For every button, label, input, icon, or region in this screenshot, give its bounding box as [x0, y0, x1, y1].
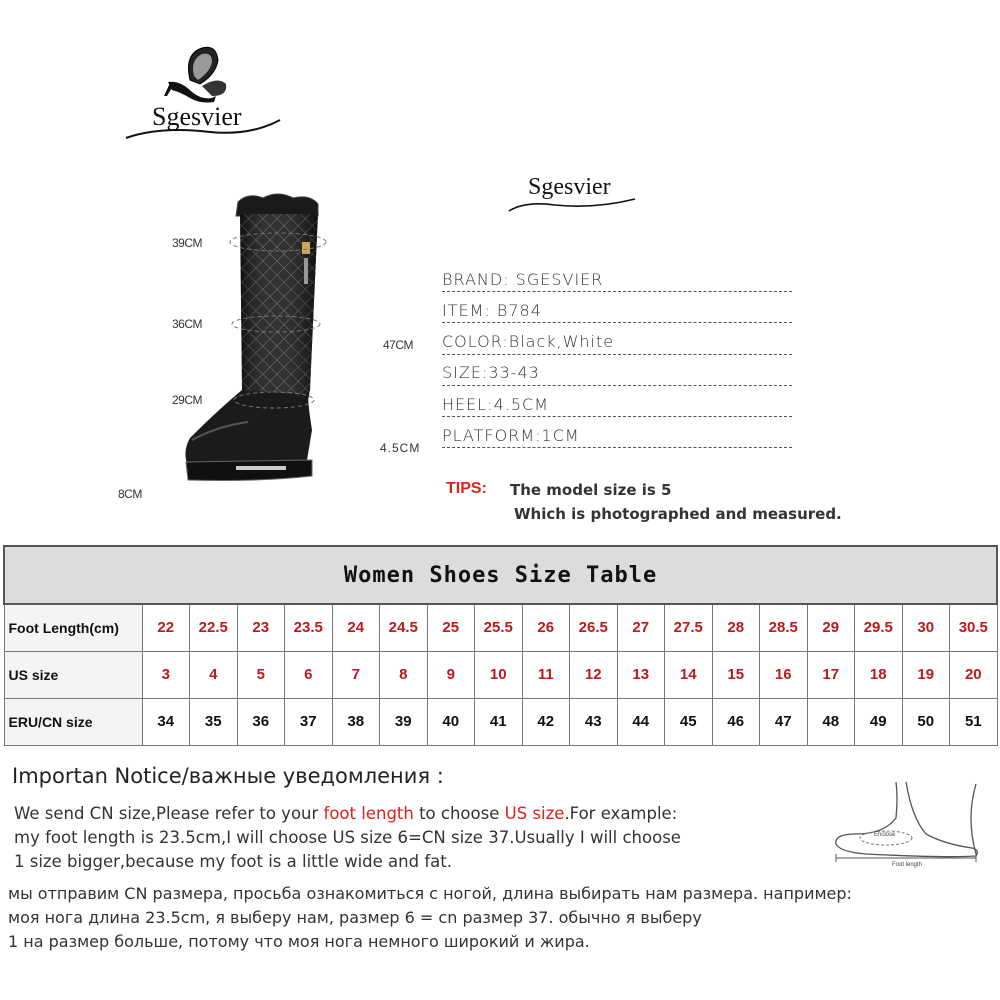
notice-en-line-3: 1 size bigger,because my foot is a little wide and fat.	[14, 852, 452, 871]
size-cell: 26	[522, 604, 570, 651]
size-cell: 29.5	[855, 604, 903, 651]
size-cell: 39	[380, 698, 428, 745]
notice-title: Importan Notice/важные уведомления :	[12, 764, 444, 788]
notice-en-line-2: my foot length is 23.5cm,I will choose US size 6=CN size 37.Usually I will choose	[14, 828, 681, 847]
notice-ru-line-1: мы отправим CN размера, просьба ознакомиться с ногой, длина выбирать нам размера. например:	[8, 884, 852, 903]
size-cell: 41	[475, 698, 523, 745]
notice-ru-line-3: 1 на размер больше, потому что моя нога немного широкий и жира.	[8, 932, 590, 951]
size-cell: 28.5	[760, 604, 808, 651]
size-cell: 30	[902, 604, 950, 651]
size-cell: 37	[285, 698, 333, 745]
spec-divider	[442, 354, 792, 355]
measure-shaft-height: 47CM	[383, 338, 414, 352]
size-cell: 10	[475, 651, 523, 698]
size-cell: 47	[760, 698, 808, 745]
size-cell: 29	[807, 604, 855, 651]
size-cell: 35	[190, 698, 238, 745]
logo-swoosh-icon	[505, 195, 640, 215]
size-cell: 18	[855, 651, 903, 698]
notice-ru-line-2: моя нога длина 23.5cm, я выберу нам, размер 6 = cn размер 37. обычно я выберу	[8, 908, 702, 927]
foot-length-label: Foot length	[892, 862, 923, 868]
measure-calf-top: 39CM	[172, 236, 203, 250]
size-cell: 24	[332, 604, 380, 651]
size-cell: 36	[237, 698, 285, 745]
size-cell: 25	[427, 604, 475, 651]
spec-divider	[442, 385, 792, 386]
size-cell: 44	[617, 698, 665, 745]
row-header-cn-size: ERU/CN size	[4, 698, 142, 745]
highlight-foot-length: foot length	[323, 804, 414, 823]
table-row	[4, 651, 997, 698]
size-cell: 34	[142, 698, 190, 745]
table-row	[4, 604, 997, 651]
size-cell: 27.5	[665, 604, 713, 651]
measure-calf-mid: 36CM	[172, 317, 203, 331]
spec-item: ITEM: B784	[442, 301, 542, 320]
size-cell: 6	[285, 651, 333, 698]
size-cell: 40	[427, 698, 475, 745]
size-cell: 38	[332, 698, 380, 745]
size-cell: 12	[570, 651, 618, 698]
size-cell: 28	[712, 604, 760, 651]
size-cell: 23	[237, 604, 285, 651]
size-cell: 46	[712, 698, 760, 745]
size-cell: 30.5	[950, 604, 998, 651]
size-cell: 23.5	[285, 604, 333, 651]
size-cell: 22	[142, 604, 190, 651]
spec-divider	[442, 416, 792, 417]
spec-platform: PLATFORM:1CM	[442, 426, 580, 445]
size-cell: 9	[427, 651, 475, 698]
size-cell: 49	[855, 698, 903, 745]
brand-logo-2-text: Sgesvier	[528, 174, 611, 200]
notice-en-line-1: We send CN size,Please refer to your foot length to choose US size.For example:	[14, 804, 678, 823]
size-cell: 20	[950, 651, 998, 698]
spec-brand: BRAND: SGESVIER	[442, 270, 604, 289]
spec-divider	[442, 322, 792, 323]
measure-sole-width: 8CM	[118, 487, 142, 501]
size-cell: 51	[950, 698, 998, 745]
tips-label: TIPS:	[446, 480, 487, 497]
spec-heel: HEEL:4.5CM	[442, 395, 549, 414]
size-cell: 22.5	[190, 604, 238, 651]
size-cell: 14	[665, 651, 713, 698]
measure-ankle: 29CM	[172, 393, 203, 407]
size-cell: 3	[142, 651, 190, 698]
size-cell: 26.5	[570, 604, 618, 651]
size-cell: 15	[712, 651, 760, 698]
foot-enclose-label: Enclose	[874, 832, 896, 838]
size-cell: 11	[522, 651, 570, 698]
size-cell: 19	[902, 651, 950, 698]
size-cell: 43	[570, 698, 618, 745]
size-cell: 16	[760, 651, 808, 698]
table-row	[4, 698, 997, 745]
brand-logo	[120, 40, 290, 150]
highlight-us-size: US size	[504, 804, 565, 823]
row-header-foot-length: Foot Length(cm)	[4, 604, 142, 651]
tips-line-1: The model size is 5	[510, 481, 672, 499]
spec-divider	[442, 447, 792, 448]
spec-divider	[442, 291, 792, 292]
size-cell: 50	[902, 698, 950, 745]
size-cell: 24.5	[380, 604, 428, 651]
row-header-us-size: US size	[4, 651, 142, 698]
size-cell: 42	[522, 698, 570, 745]
brand-logo-text: Sgesvier	[152, 102, 242, 131]
spec-size: SIZE:33-43	[442, 363, 540, 382]
foot-measure-diagram	[826, 778, 986, 868]
size-cell: 45	[665, 698, 713, 745]
size-table	[3, 545, 998, 746]
measure-heel: 4.5CM	[380, 441, 421, 455]
butterfly-heel-icon	[120, 40, 290, 150]
size-cell: 8	[380, 651, 428, 698]
size-table-title: Women Shoes Size Table	[4, 546, 997, 604]
size-cell: 48	[807, 698, 855, 745]
size-cell: 27	[617, 604, 665, 651]
spec-color: COLOR:Black,White	[442, 332, 615, 351]
size-cell: 4	[190, 651, 238, 698]
size-cell: 13	[617, 651, 665, 698]
tips-line-2: Which is photographed and measured.	[514, 505, 842, 523]
size-cell: 25.5	[475, 604, 523, 651]
size-cell: 7	[332, 651, 380, 698]
size-cell: 5	[237, 651, 285, 698]
size-cell: 17	[807, 651, 855, 698]
